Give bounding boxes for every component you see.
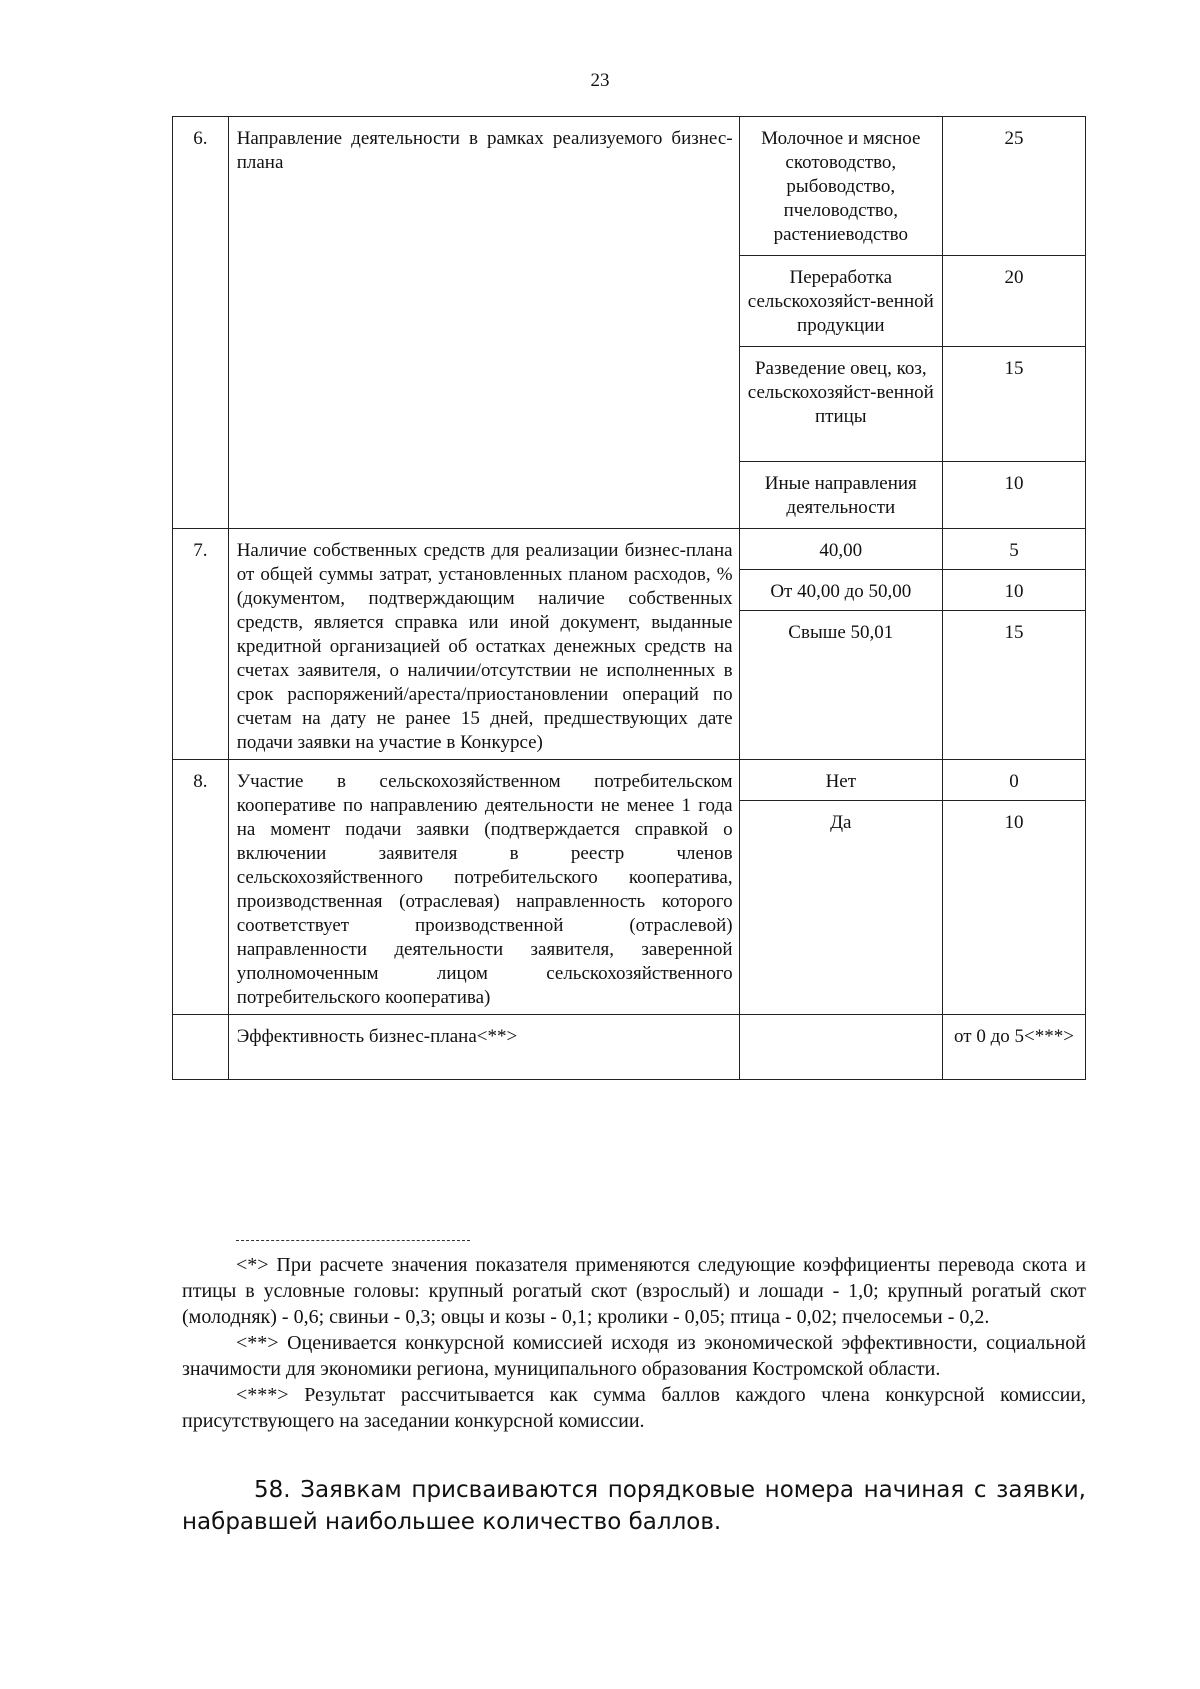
footnotes — [182, 1252, 1086, 1434]
footnote-separator — [236, 1240, 470, 1241]
criterion-description: Наличие собственных средств для реализации бизнес-плана от общей суммы затрат, установленных планом расходов, % (документом, подтверждающим наличие собственных средств, является справка или иной документ, выданные кредитной организацией об остатках денежных средств на счетах заявителя, о наличии/отсутствии не исполненных в срок распоряжений/ареста/приостановлении операций по счетам на дату не ранее 15 дней, предшествующих дате подачи заявки на участие в Конкурсе) — [228, 529, 739, 760]
table-row — [173, 117, 1086, 256]
table-row — [173, 1015, 1086, 1080]
criterion-description: Участие в сельскохозяйственном потребительском кооперативе по направлению деятельности не менее 1 года на момент подачи заявки (подтверждается справкой о включении заявителя в реестр членов сельскохозяйственного потребительского кооператива, производственная (отраслевая) направленность которого соответствует производственной (отраслевой) направленности деятельности заявителя, заверенной уполномоченным лицом сельскохозяйственного потребительского кооператива) — [228, 760, 739, 1015]
criterion-score: 15 — [943, 347, 1086, 462]
row-number: 7. — [173, 529, 229, 760]
criterion-option: Нет — [739, 760, 942, 801]
criterion-score: 0 — [943, 760, 1086, 801]
row-number: 8. — [173, 760, 229, 1015]
table-row — [173, 529, 1086, 570]
footnote-2: <**> Оценивается конкурсной комиссией исходя из экономической эффективности, социальной значимости для экономики региона, муниципального образования Костромской области. — [182, 1332, 1086, 1380]
criterion-option: Переработка сельскохозяйст-венной продукции — [739, 256, 942, 347]
footnote-3: <***> Результат рассчитывается как сумма баллов каждого члена конкурсной комиссии, присутствующего на заседании конкурсной комиссии. — [182, 1384, 1086, 1432]
criterion-option: 40,00 — [739, 529, 942, 570]
criterion-description: Эффективность бизнес-плана<**> — [228, 1015, 739, 1080]
paragraph-58 — [182, 1474, 1086, 1538]
criterion-option — [739, 1015, 942, 1080]
footnote-1: <*> При расчете значения показателя применяются следующие коэффициенты перевода скота и птицы в условные головы: крупный рогатый скот (взрослый) и лошади - 1,0; крупный рогатый скот (молодняк) - 0,6; свиньи - 0,3; овцы и козы - 0,1; кролики - 0,05; птица - 0,02; пчелосемьи - 0,2. — [182, 1254, 1086, 1328]
criterion-score: 10 — [943, 462, 1086, 529]
criterion-option: Свыше 50,01 — [739, 611, 942, 760]
paragraph-58-text: 58. Заявкам присваиваются порядковые номера начиная с заявки, набравшей наибольшее количество баллов. — [182, 1477, 1086, 1535]
criterion-option: От 40,00 до 50,00 — [739, 570, 942, 611]
criterion-description: Направление деятельности в рамках реализуемого бизнес-плана — [228, 117, 739, 529]
criterion-score: 5 — [943, 529, 1086, 570]
row-number: 6. — [173, 117, 229, 529]
criteria-table — [172, 116, 1086, 1080]
criterion-score: 10 — [943, 570, 1086, 611]
criterion-score: от 0 до 5<***> — [943, 1015, 1086, 1080]
criterion-score: 20 — [943, 256, 1086, 347]
criterion-option: Иные направления деятельности — [739, 462, 942, 529]
criterion-score: 25 — [943, 117, 1086, 256]
criterion-score: 10 — [943, 801, 1086, 1015]
page-number: 23 — [590, 70, 610, 91]
criterion-option: Да — [739, 801, 942, 1015]
criterion-score: 15 — [943, 611, 1086, 760]
criterion-option: Разведение овец, коз, сельскохозяйст-венной птицы — [739, 347, 942, 462]
criterion-option: Молочное и мясное скотоводство, рыбоводство, пчеловодство, растениеводство — [739, 117, 942, 256]
row-number — [173, 1015, 229, 1080]
table-row — [173, 760, 1086, 801]
